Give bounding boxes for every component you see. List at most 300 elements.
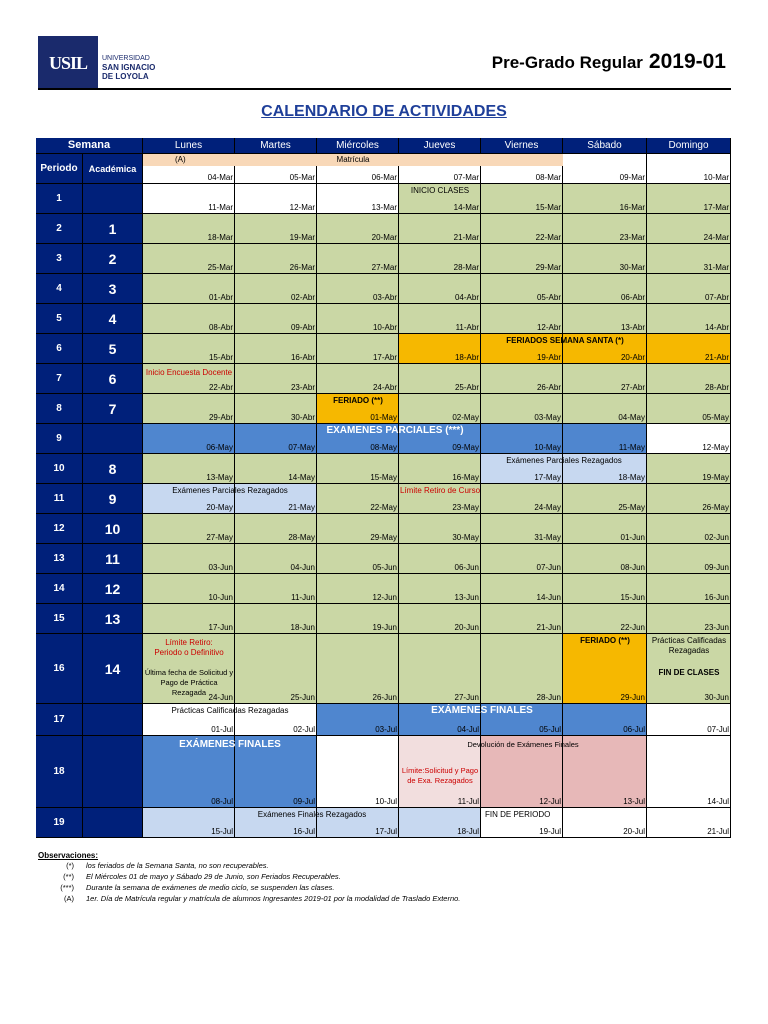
date-label: 13-Mar: [371, 203, 397, 212]
program-header: [492, 50, 726, 74]
date-label: 23-Abr: [290, 383, 315, 392]
periodo-cell: 15: [36, 604, 83, 634]
date-label: 13-Abr: [620, 323, 645, 332]
date-label: 28-Jun: [536, 693, 561, 702]
academica-cell: 6: [83, 364, 143, 394]
program-name: Pre-Grado Regular: [491, 53, 643, 72]
day-cell: [399, 364, 481, 394]
date-label: 10-Mar: [703, 173, 729, 182]
observations-title: Observaciones:: [38, 851, 99, 860]
date-label: 19-Mar: [289, 233, 315, 242]
day-cell: [481, 544, 563, 574]
date-label: 15-Jun: [620, 593, 645, 602]
periodo-cell: 8: [36, 394, 83, 424]
day-cell: [647, 808, 731, 838]
date-label: 18-Jul: [457, 827, 479, 836]
day-cell: [481, 574, 563, 604]
day-cell: [563, 154, 647, 184]
academica-cell: [83, 808, 143, 838]
day-cell: [647, 574, 731, 604]
day-cell: [647, 454, 731, 484]
date-label: 09-Mar: [619, 173, 645, 182]
day-cell: [481, 484, 563, 514]
logo-line-2: SAN IGNACIO: [102, 63, 156, 72]
day-cell: [481, 214, 563, 244]
day-cell: [317, 364, 399, 394]
periodo-cell: 4: [36, 274, 83, 304]
university-logo: [38, 36, 168, 90]
day-cell: [563, 808, 647, 838]
date-label: 28-Abr: [704, 383, 729, 392]
academica-cell: [83, 704, 143, 736]
date-label: 29-Abr: [208, 413, 233, 422]
periodo-cell: 3: [36, 244, 83, 274]
academica-cell: [83, 736, 143, 808]
date-label: 08-Jul: [211, 797, 233, 806]
day-cell: [317, 736, 399, 808]
day-cell: [399, 454, 481, 484]
parciales-rezagados-2: Exámenes Parciales Rezagados: [172, 486, 288, 495]
date-label: 05-Mar: [289, 173, 315, 182]
observation-text: los feriados de la Semana Santa, no son recuperables.: [86, 861, 269, 870]
date-label: 28-Mar: [453, 263, 479, 272]
ultima-fecha: Última fecha de Solicitud y Pago de Práctica Rezagada: [144, 668, 234, 697]
day-cell: [235, 604, 317, 634]
periodo-cell: 1: [36, 184, 83, 214]
day-cell: [647, 544, 731, 574]
day-cell: [235, 304, 317, 334]
date-label: 14-May: [288, 473, 315, 482]
date-label: 09-Jun: [704, 563, 729, 572]
date-label: 02-Abr: [290, 293, 315, 302]
logo-line-1: UNIVERSIDAD: [102, 55, 150, 62]
date-label: 19-Jul: [539, 827, 561, 836]
day-cell: [481, 244, 563, 274]
date-label: 20-Mar: [371, 233, 397, 242]
observation-key: (**): [63, 872, 74, 881]
limite-retiro: Límite Retiro:: [165, 638, 213, 647]
date-label: 13-Jul: [623, 797, 645, 806]
day-cell: [317, 484, 399, 514]
day-cell: [317, 544, 399, 574]
feriados-semana-santa: FERIADOS SEMANA SANTA (*): [506, 336, 624, 345]
date-label: 05-Jun: [372, 563, 397, 572]
academica-cell: 13: [83, 604, 143, 634]
date-label: 05-Abr: [536, 293, 561, 302]
day-cell: [563, 484, 647, 514]
date-label: 13-May: [206, 473, 233, 482]
date-label: 11-Mar: [208, 203, 233, 212]
day-cell: [563, 364, 647, 394]
date-label: 06-May: [206, 443, 233, 452]
day-cell: [647, 184, 731, 214]
periodo-cell: 7: [36, 364, 83, 394]
examenes-finales-2: EXÁMENES FINALES: [179, 739, 281, 750]
date-label: 11-Jun: [291, 593, 315, 602]
date-label: 16-Jun: [704, 593, 729, 602]
date-label: 07-Jun: [536, 563, 561, 572]
day-cell: [235, 334, 317, 364]
examenes-parciales: EXAMENES PARCIALES (***): [326, 425, 464, 436]
day-cell: [317, 214, 399, 244]
observation-text: 1er. Día de Matrícula regular y matrícula de alumnos Ingresantes 2019-01 por la modalidad de Traslado Externo.: [86, 894, 461, 903]
date-label: 17-Abr: [372, 353, 397, 362]
date-label: 27-Jun: [454, 693, 479, 702]
date-label: 22-May: [370, 503, 397, 512]
date-label: 12-Abr: [536, 323, 561, 332]
day-cell: [235, 574, 317, 604]
day-cell: [143, 454, 235, 484]
date-label: 17-Mar: [703, 203, 729, 212]
day-cell: [563, 604, 647, 634]
periodo-cell: 14: [36, 574, 83, 604]
date-label: 30-Mar: [619, 263, 645, 272]
day-cell: [235, 394, 317, 424]
day-cell: [317, 454, 399, 484]
periodo-cell: 11: [36, 484, 83, 514]
academica-cell: 10: [83, 514, 143, 544]
header-0: Lunes: [143, 138, 235, 154]
observation-item: [38, 893, 738, 904]
date-label: 30-May: [452, 533, 479, 542]
day-cell: [235, 634, 317, 704]
day-cell: [235, 544, 317, 574]
practicas-rezagadas-2: Prácticas Calificadas Rezagadas: [171, 706, 289, 715]
date-label: 25-Abr: [454, 383, 479, 392]
date-label: 25-Jun: [290, 693, 315, 702]
date-label: 15-Mar: [535, 203, 561, 212]
calendar-table: [36, 138, 731, 838]
date-label: 12-Mar: [289, 203, 315, 212]
day-cell: [563, 544, 647, 574]
day-cell: [481, 514, 563, 544]
date-label: 14-Jun: [536, 593, 561, 602]
day-cell: [143, 574, 235, 604]
date-label: 25-May: [618, 503, 645, 512]
matricula-note: (A): [175, 155, 186, 164]
academica-cell: 12: [83, 574, 143, 604]
day-cell: [399, 214, 481, 244]
date-label: 02-May: [452, 413, 479, 422]
finales-rezagados: Exámenes Finales Rezagados: [257, 810, 367, 819]
header-6: Domingo: [647, 138, 731, 154]
date-label: 10-Jul: [375, 797, 397, 806]
date-label: 02-Jun: [704, 533, 729, 542]
date-label: 10-Jun: [208, 593, 233, 602]
date-label: 15-May: [370, 473, 397, 482]
day-cell: [399, 604, 481, 634]
periodo-cell: 9: [36, 424, 83, 454]
date-label: 24-Mar: [703, 233, 729, 242]
observations: [38, 851, 738, 904]
date-label: 29-May: [370, 533, 397, 542]
academica-cell: 9: [83, 484, 143, 514]
date-label: 12-May: [702, 443, 729, 452]
day-cell: [235, 364, 317, 394]
day-cell: [481, 364, 563, 394]
limite-retiro-curso: Límite Retiro de Curso: [399, 486, 481, 495]
date-label: 29-Jun: [620, 693, 645, 702]
date-label: 06-Jul: [623, 725, 645, 734]
day-cell: [481, 184, 563, 214]
page-title: CALENDARIO DE ACTIVIDADES: [261, 103, 507, 120]
day-cell: [647, 154, 731, 184]
academica-cell: [83, 184, 143, 214]
date-label: 04-Jun: [290, 563, 315, 572]
date-label: 31-Mar: [703, 263, 729, 272]
day-cell: [563, 184, 647, 214]
date-label: 17-Jul: [375, 827, 397, 836]
date-label: 21-Jun: [536, 623, 561, 632]
header-4: Viernes: [481, 138, 563, 154]
day-cell: [235, 514, 317, 544]
day-cell: [647, 304, 731, 334]
date-label: 26-May: [702, 503, 729, 512]
header-divider: [38, 88, 731, 90]
day-cell: [647, 214, 731, 244]
date-label: 18-May: [618, 473, 645, 482]
day-cell: [399, 544, 481, 574]
devolucion: Devolución de Exámenes Finales: [467, 740, 579, 749]
date-label: 21-May: [288, 503, 315, 512]
university-name: [102, 54, 155, 81]
date-label: 07-Jul: [707, 725, 729, 734]
date-label: 25-Mar: [207, 263, 233, 272]
day-cell: [317, 604, 399, 634]
limite-solicitud: Límite:Solicitud y Pago de Exa. Rezagados: [401, 766, 479, 785]
date-label: 28-May: [288, 533, 315, 542]
header-academica: Académica: [83, 154, 143, 184]
usil-logo-mark: USIL: [38, 36, 98, 90]
day-cell: [317, 304, 399, 334]
day-cell: [235, 454, 317, 484]
day-cell: [647, 514, 731, 544]
date-label: 24-Abr: [372, 383, 397, 392]
periodo-cell: 16: [36, 634, 83, 704]
day-cell: [399, 274, 481, 304]
date-label: 19-Jun: [372, 623, 397, 632]
date-label: 01-Abr: [208, 293, 233, 302]
fin-clases: FIN DE CLASES: [658, 668, 720, 677]
observation-item: [38, 882, 738, 893]
matricula-label: Matrícula: [336, 155, 370, 164]
academica-cell: 1: [83, 214, 143, 244]
date-label: 26-Abr: [536, 383, 561, 392]
observation-text: El Miércoles 01 de mayo y Sábado 29 de Junio, son Feriados Recuperables.: [86, 872, 341, 881]
date-label: 10-May: [534, 443, 561, 452]
header-1: Martes: [235, 138, 317, 154]
date-label: 21-Mar: [453, 233, 479, 242]
date-label: 10-Abr: [372, 323, 397, 332]
date-label: 16-May: [452, 473, 479, 482]
date-label: 01-Jul: [211, 725, 233, 734]
day-cell: [647, 704, 731, 736]
date-label: 07-May: [288, 443, 315, 452]
logo-line-3: DE LOYOLA: [102, 72, 149, 81]
day-cell: [317, 244, 399, 274]
date-label: 04-Mar: [207, 173, 233, 182]
fin-periodo: FIN DE PERIODO: [485, 810, 551, 819]
academica-cell: [83, 424, 143, 454]
date-label: 30-Jun: [704, 693, 729, 702]
practicas-rezagadas-1: Prácticas Calificadas Rezagadas: [651, 636, 727, 655]
periodo-definitivo: Periodo o Definitivo: [154, 648, 224, 657]
day-cell: [399, 244, 481, 274]
date-label: 11-Abr: [455, 323, 479, 332]
periodo-cell: 6: [36, 334, 83, 364]
day-cell: [563, 574, 647, 604]
date-label: 07-Mar: [453, 173, 479, 182]
date-label: 13-Jun: [454, 593, 479, 602]
day-cell: [143, 394, 235, 424]
date-label: 17-May: [534, 473, 561, 482]
day-cell: [647, 736, 731, 808]
date-label: 29-Mar: [535, 263, 561, 272]
date-label: 04-Jul: [457, 725, 479, 734]
feriado-jun: FERIADO (**): [580, 636, 630, 645]
date-label: 23-Jun: [704, 623, 729, 632]
date-label: 08-Abr: [208, 323, 233, 332]
day-cell: [481, 604, 563, 634]
date-label: 22-Jun: [620, 623, 645, 632]
date-label: 22-Mar: [535, 233, 561, 242]
date-label: 18-Jun: [290, 623, 315, 632]
day-cell: [563, 244, 647, 274]
date-label: 04-May: [618, 413, 645, 422]
date-label: 20-Jun: [454, 623, 479, 632]
day-cell: [235, 214, 317, 244]
day-cell: [235, 244, 317, 274]
date-label: 27-Abr: [620, 383, 645, 392]
day-cell: [143, 214, 235, 244]
date-label: 07-Abr: [704, 293, 729, 302]
inicio-encuesta: Inicio Encuesta Docente: [145, 368, 233, 377]
date-label: 26-Mar: [289, 263, 315, 272]
header-2: Miércoles: [317, 138, 399, 154]
date-label: 06-Mar: [371, 173, 397, 182]
parciales-rezagados-1: Exámenes Parciales Rezagados: [506, 456, 622, 465]
date-label: 16-Jul: [293, 827, 315, 836]
header-3: Jueves: [399, 138, 481, 154]
day-cell: [563, 394, 647, 424]
date-label: 06-Jun: [454, 563, 479, 572]
day-cell: [143, 184, 235, 214]
day-cell: [647, 604, 731, 634]
date-label: 15-Abr: [208, 353, 233, 362]
day-cell: [317, 334, 399, 364]
date-label: 09-Jul: [293, 797, 315, 806]
date-label: 12-Jun: [372, 593, 397, 602]
date-label: 08-May: [370, 443, 397, 452]
date-label: 20-Abr: [620, 353, 645, 362]
day-cell: [647, 244, 731, 274]
header-semana: Semana: [36, 138, 143, 154]
date-label: 14-Jul: [707, 797, 729, 806]
date-label: 27-May: [206, 533, 233, 542]
day-cell: [399, 304, 481, 334]
day-cell: [481, 634, 563, 704]
day-cell: [399, 634, 481, 704]
date-label: 18-Mar: [207, 233, 233, 242]
academica-cell: 4: [83, 304, 143, 334]
day-cell: [647, 364, 731, 394]
academica-cell: 2: [83, 244, 143, 274]
observation-key: (A): [64, 894, 74, 903]
academica-cell: 5: [83, 334, 143, 364]
date-label: 04-Abr: [454, 293, 479, 302]
day-cell: [399, 574, 481, 604]
day-cell: [317, 574, 399, 604]
examenes-finales-1: EXÁMENES FINALES: [431, 705, 533, 716]
date-label: 12-Jul: [539, 797, 561, 806]
date-label: 16-Mar: [619, 203, 645, 212]
day-cell: [143, 544, 235, 574]
day-cell: [143, 244, 235, 274]
date-label: 26-Jun: [372, 693, 397, 702]
observation-key: (*): [66, 861, 74, 870]
date-label: 20-May: [206, 503, 233, 512]
date-label: 11-May: [618, 443, 645, 452]
date-label: 24-Jun: [208, 693, 233, 702]
observation-key: (***): [60, 883, 74, 892]
date-label: 22-Abr: [208, 383, 233, 392]
observation-item: [38, 860, 738, 871]
date-label: 03-Abr: [372, 293, 397, 302]
program-term: 2019-01: [648, 50, 726, 73]
date-label: 11-Jul: [457, 797, 479, 806]
date-label: 24-May: [534, 503, 561, 512]
date-label: 19-May: [702, 473, 729, 482]
periodo-cell: 19: [36, 808, 83, 838]
academica-cell: 8: [83, 454, 143, 484]
day-cell: [143, 334, 235, 364]
day-cell: [235, 184, 317, 214]
day-cell: [647, 394, 731, 424]
academica-cell: 3: [83, 274, 143, 304]
day-cell: [647, 484, 731, 514]
day-cell: [317, 514, 399, 544]
periodo-cell: 5: [36, 304, 83, 334]
day-cell: [647, 274, 731, 304]
date-label: 03-May: [534, 413, 561, 422]
day-cell: [647, 424, 731, 454]
date-label: 17-Jun: [208, 623, 233, 632]
header-5: Sábado: [563, 138, 647, 154]
date-label: 01-May: [370, 413, 397, 422]
day-cell: [563, 514, 647, 544]
date-label: 02-Jul: [293, 725, 315, 734]
day-cell: [481, 274, 563, 304]
observation-text: Durante la semana de exámenes de medio ciclo, se suspenden las clases.: [86, 883, 335, 892]
date-label: 05-Jul: [539, 725, 561, 734]
periodo-cell: 17: [36, 704, 83, 736]
header-periodo: Periodo: [36, 154, 83, 184]
date-label: 06-Abr: [620, 293, 645, 302]
date-label: 19-Abr: [536, 353, 561, 362]
feriado-may: FERIADO (**): [333, 396, 383, 405]
date-label: 05-May: [702, 413, 729, 422]
periodo-cell: 12: [36, 514, 83, 544]
day-cell: [399, 394, 481, 424]
periodo-cell: 2: [36, 214, 83, 244]
date-label: 20-Jul: [623, 827, 645, 836]
day-cell: [481, 394, 563, 424]
periodo-cell: 13: [36, 544, 83, 574]
academica-cell: 14: [83, 634, 143, 704]
date-label: 08-Mar: [535, 173, 561, 182]
date-label: 03-Jun: [208, 563, 233, 572]
day-cell: [143, 304, 235, 334]
